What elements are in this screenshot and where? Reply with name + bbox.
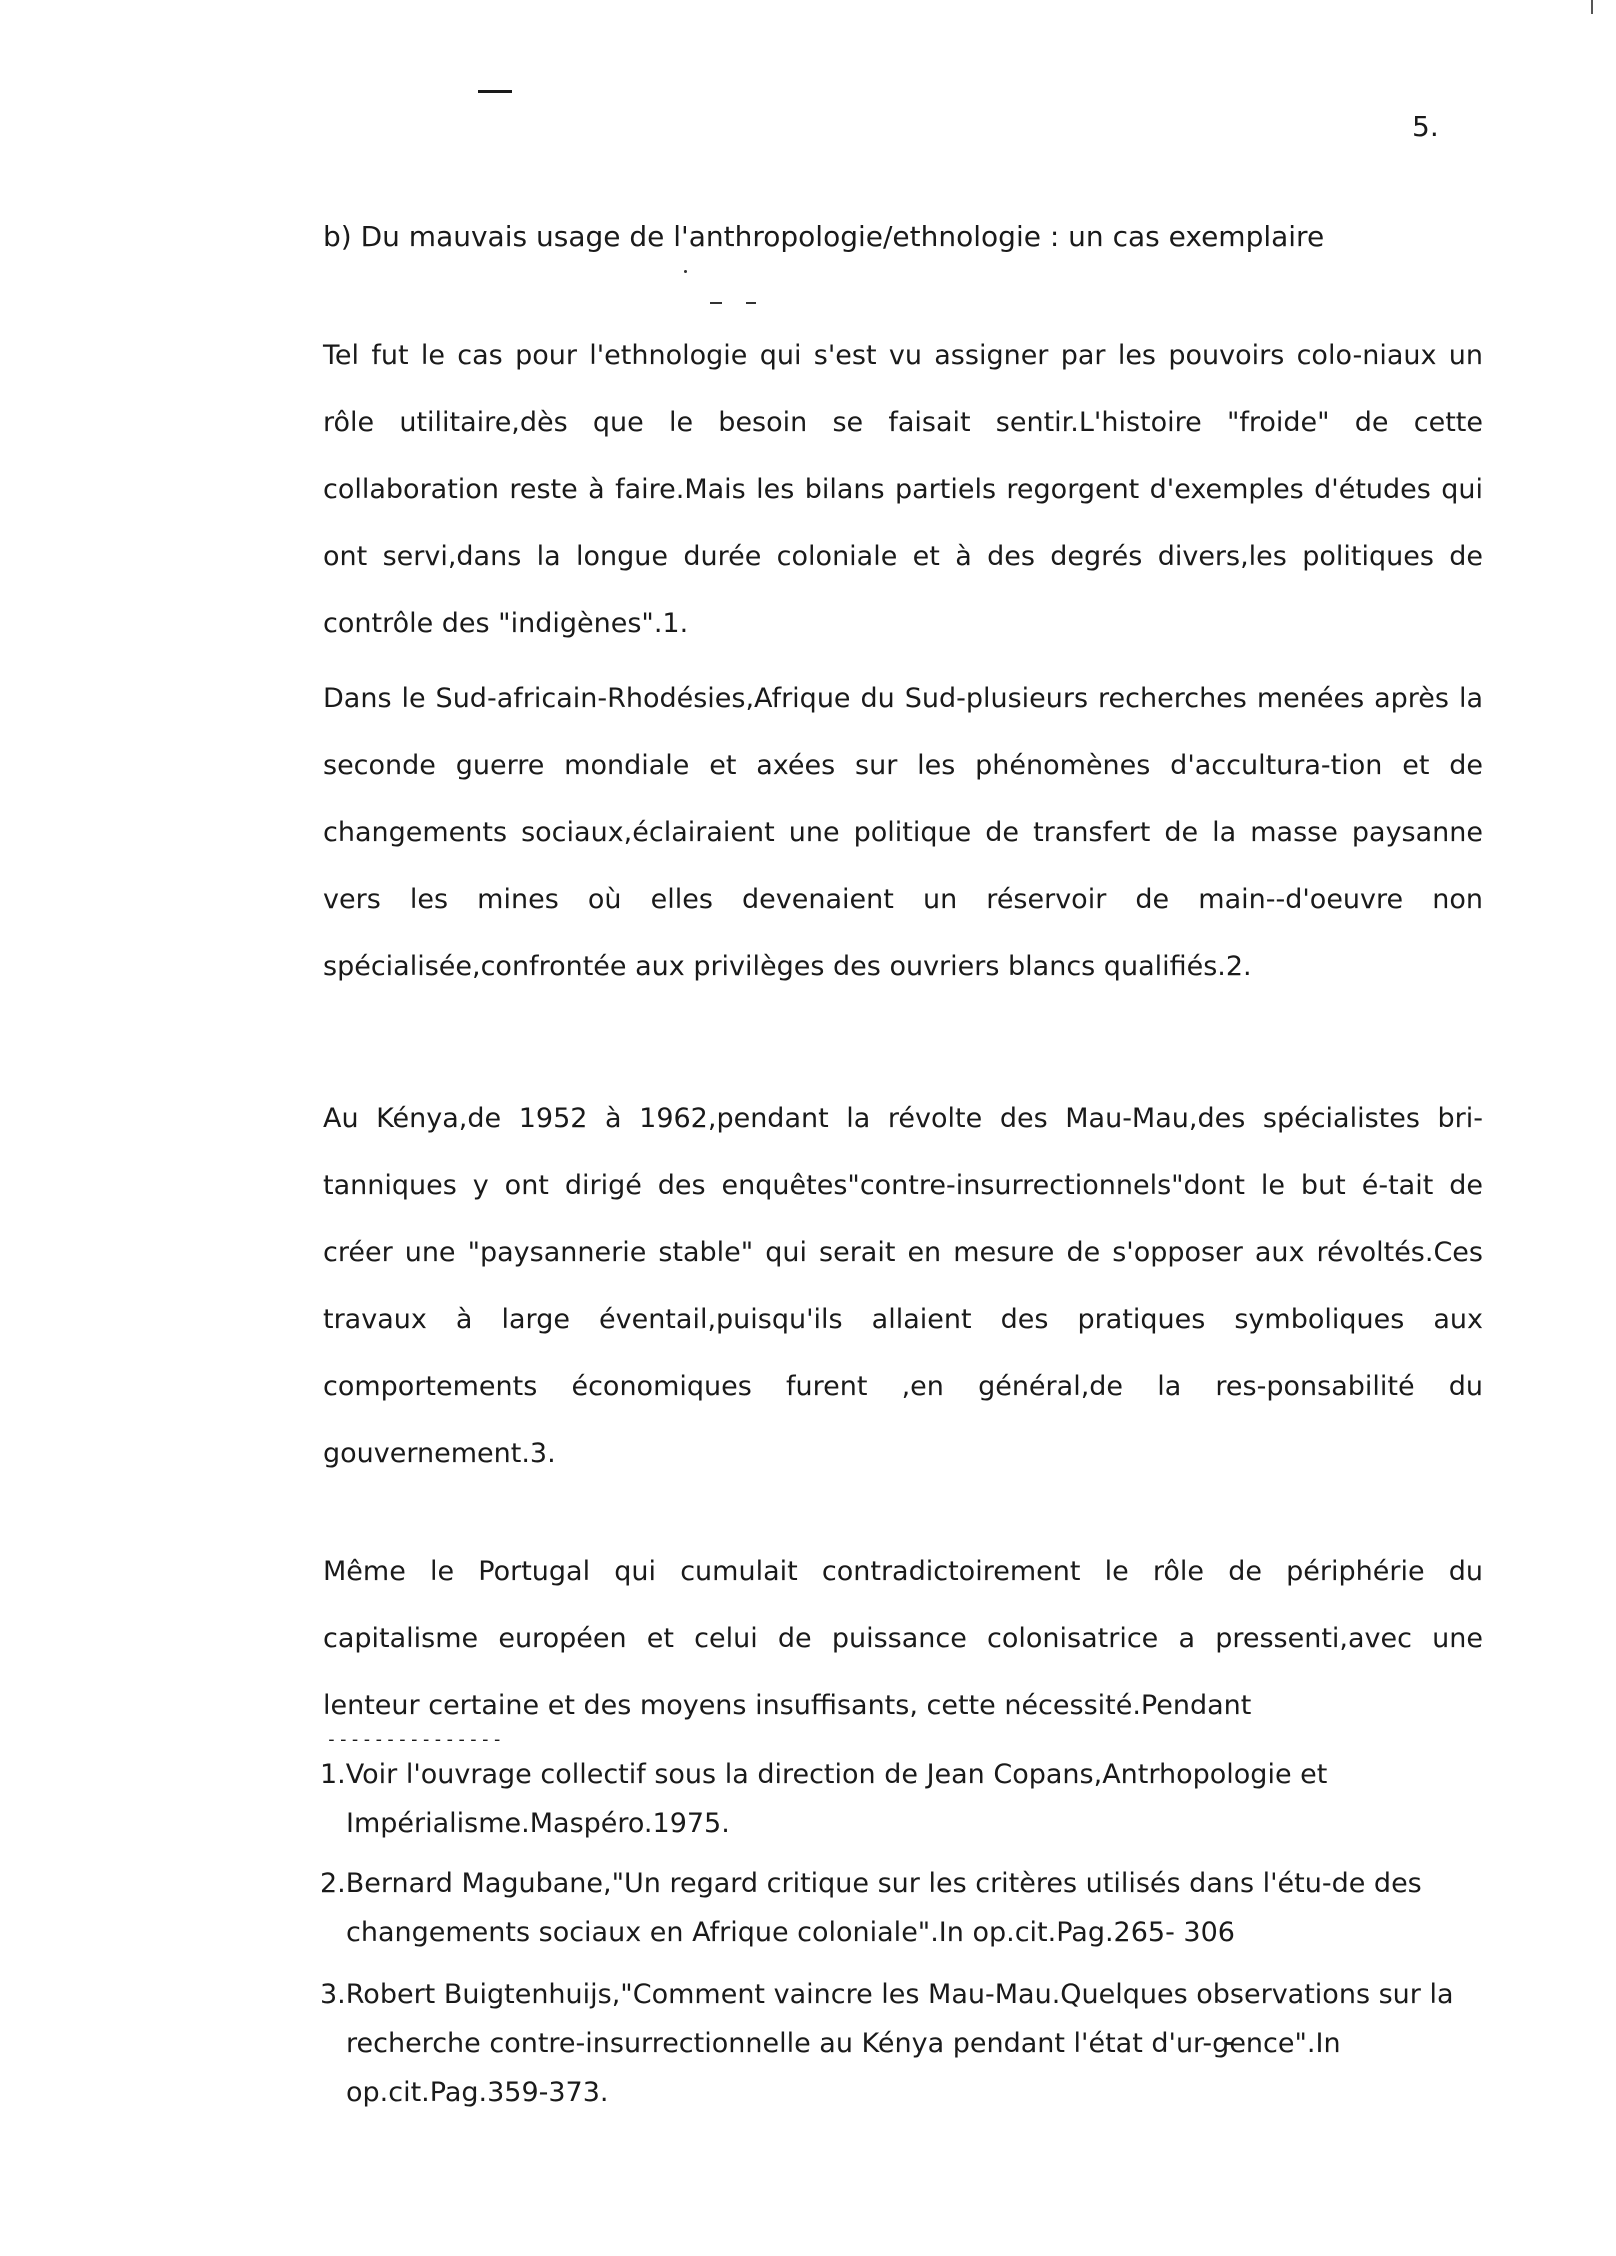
section-heading: b) Du mauvais usage de l'anthropologie/ethnologie : un cas exemplaire [323,220,1325,253]
paragraph: Au Kénya,de 1952 à 1962,pendant la révolte des Mau-Mau,des spécialistes bri-tanniques y ont dirigé des enquêtes"contre-insurrectionnels"dont le but é-tait de créer une "paysannerie stable" qui serait en mesure de s'opposer aux révoltés.Ces travaux à large éventail,puisqu'ils allaient des pratiques symboliques aux comportements économiques furent ,en général,de la res-ponsabilité du gouvernement.3. [323,1103,1483,1469]
dot-mark [684,270,687,273]
page-number: 5. [1412,110,1439,143]
paragraph: Même le Portugal qui cumulait contradictoirement le rôle de périphérie du capitalisme européen et celui de puissance colonisatrice a pressenti,avec une lenteur certaine et des moyens insuffisants, cette nécessité.Pendant [323,1556,1483,1721]
paragraph: Dans le Sud-africain-Rhodésies,Afrique du Sud-plusieurs recherches menées après la seconde guerre mondiale et axées sur les phénomènes d'accultura-tion et de changements sociaux,éclairaient une politique de transfert de la masse paysanne vers les mines où elles devenaient un réservoir de main--d'oeuvre non spécialisée,confrontée aux privilèges des ouvriers blancs qualifiés.2. [323,683,1483,982]
small-dash-mark [710,302,722,304]
small-dash-mark [746,302,756,304]
pen-dash-mark [478,90,512,93]
paragraph: Tel fut le cas pour l'ethnologie qui s'est vu assigner par les pouvoirs colo-niaux un rôle utilitaire,dès que le besoin se faisait sentir.L'histoire "froide" de cette collaboration reste à faire.Mais les bilans partiels regorgent d'exemples d'études qui ont servi,dans la longue durée coloniale et à des degrés divers,les politiques de contrôle des "indigènes".1. [323,340,1483,639]
edge-mark [1591,0,1593,14]
footnote: 1.Voir l'ouvrage collectif sous la direction de Jean Copans,Antrhopologie et Impérialisme.Maspéro.1975. [320,1759,1328,1839]
footnote-separator: --------------- [326,1729,504,1750]
footnote: 2.Bernard Magubane,"Un regard critique sur les critères utilisés dans l'étu-de des changements sociaux en Afrique coloniale".In op.cit.Pag.265- 306 [320,1868,1422,1948]
footnote: 3.Robert Buigtenhuijs,"Comment vaincre les Mau-Mau.Quelques observations sur la recherche contre-insurrectionnelle au Kénya pendant l'état d'ur-gence".In op.cit.Pag.359-373. [320,1979,1454,2108]
